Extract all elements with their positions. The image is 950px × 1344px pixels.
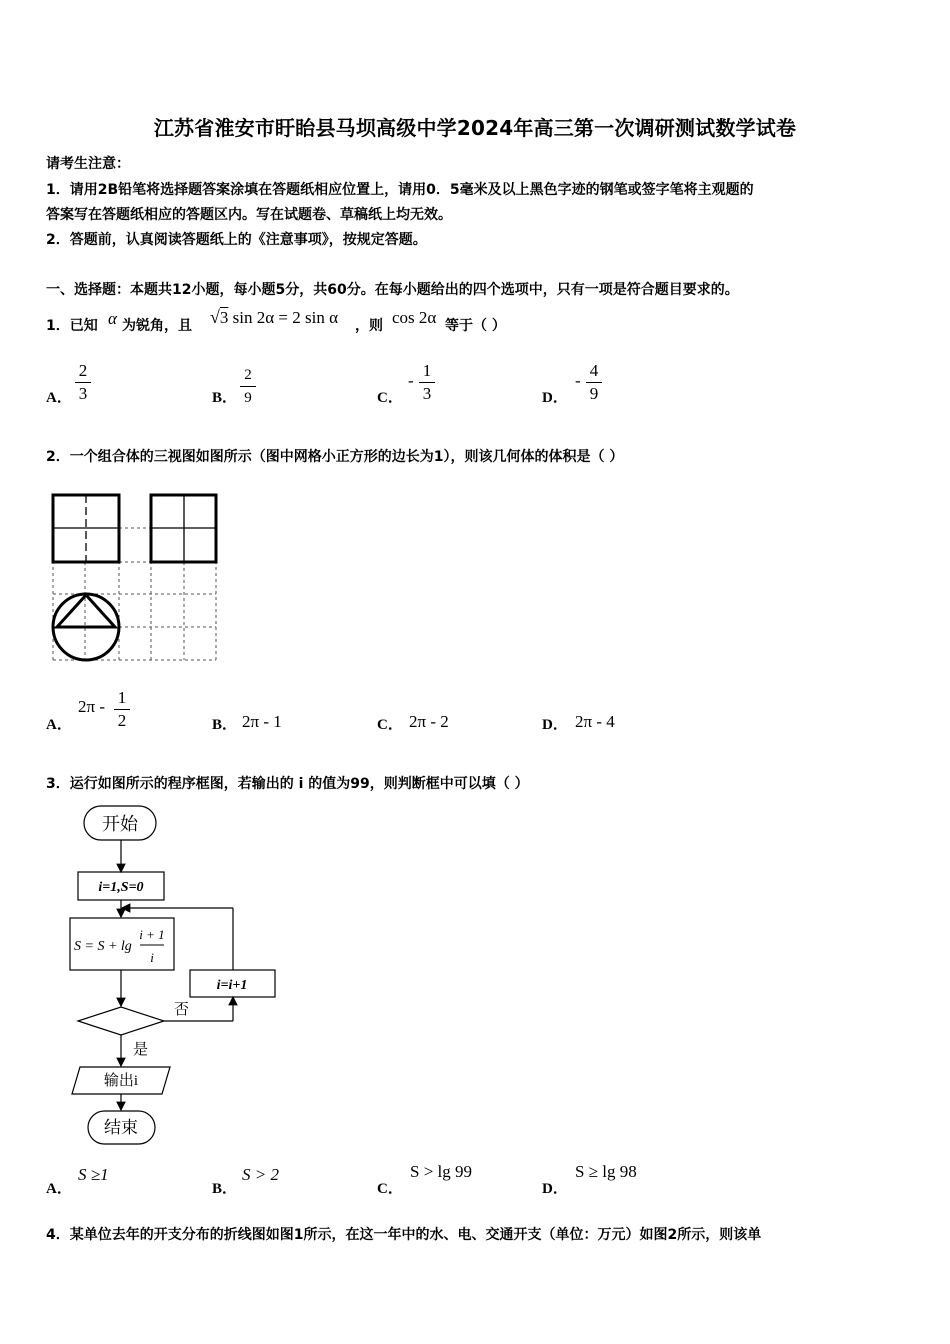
q3-option-c-label: C． [377, 1181, 403, 1197]
q1-option-b-fraction [238, 365, 258, 408]
q3-option-d-expr: S ≥ lg 98 [575, 1162, 637, 1181]
q1-option-b-num: 2 [244, 367, 252, 383]
q1-option-d-sign: - [575, 371, 581, 390]
q1-option-c-label: C． [377, 390, 403, 406]
q3-option-b-expr: S > 2 [242, 1165, 279, 1184]
q3-option-b-label: B． [212, 1181, 238, 1197]
q1-condition-rest: sin 2α = 2 sin α [232, 308, 338, 327]
q1-mid2: ，则 [355, 318, 383, 334]
q2-option-a-label: A． [46, 717, 72, 733]
q1-target: cos 2α [392, 308, 437, 327]
flow-increment-label: i=i+1 [216, 978, 248, 993]
q2-option-c-expr: 2π - 2 [409, 712, 449, 731]
q2-option-a-den: 2 [117, 711, 127, 730]
flow-frac-den: i [150, 950, 154, 965]
flow-assign-label: S = S + lg [74, 939, 132, 954]
q2-option-a-fraction [112, 688, 132, 731]
q3-option-a-expr: S ≥1 [78, 1165, 109, 1184]
flow-init-label: i=1,S=0 [98, 880, 144, 895]
q3-stem: 3．运行如图所示的程序框图，若输出的 i 的值为99，则判断框中可以填（ ） [46, 776, 529, 792]
q2-option-b-label: B． [212, 717, 238, 733]
q2-option-a-expr: 2π - [78, 697, 105, 716]
flow-start-label: 开始 [102, 814, 138, 834]
flow-end-label: 结束 [104, 1118, 138, 1137]
q1-option-d-label: D． [542, 390, 568, 406]
q1-option-d-num: 4 [589, 361, 599, 380]
notice-line-1: 1．请用2B铅笔将选择题答案涂填在答题纸相应位置上，请用0．5毫米及以上黑色字迹的钢笔或签字笔将主观题的 [46, 182, 754, 198]
q2-option-b-expr: 2π - 1 [242, 712, 282, 731]
flow-frac-num: i + 1 [139, 927, 165, 942]
flow-no-label: 否 [174, 1002, 190, 1018]
flow-output-label: 输出i [103, 1073, 139, 1089]
q2-stem: 2．一个组合体的三视图如图所示（图中网格小正方形的边长为1），则该几何体的体积是（ ） [46, 449, 624, 465]
q2-option-a-num: 1 [117, 688, 127, 707]
flow-yes-label: 是 [133, 1042, 149, 1058]
q1-option-d-fraction [584, 361, 604, 404]
section-heading: 一、选择题：本题共12小题，每小题5分，共60分。在每小题给出的四个选项中，只有一项是符合题目要求的。 [46, 282, 739, 298]
q1-condition: √3 sin 2α = 2 sin α [210, 307, 338, 327]
q1-prefix: 1．已知 [46, 318, 98, 334]
page-title: 江苏省淮安市盱眙县马坝高级中学2024年高三第一次调研测试数学试卷 [153, 116, 797, 140]
notice-line-3: 2．答题前，认真阅读答题纸上的《注意事项》，按规定答题。 [46, 232, 427, 248]
q1-option-a-label: A． [46, 390, 72, 406]
q2-option-c-label: C． [377, 717, 403, 733]
notice-heading: 请考生注意： [46, 156, 130, 172]
q1-mid1: 为锐角，且 [122, 318, 192, 334]
q3-option-a-label: A． [46, 1181, 72, 1197]
q2-option-d-label: D． [542, 717, 568, 733]
q1-suffix: 等于（ ） [445, 318, 506, 334]
q1-option-d-den: 9 [589, 384, 599, 403]
q3-option-c-expr: S > lg 99 [410, 1162, 473, 1181]
flowchart-figure [60, 800, 290, 1155]
q1-option-a-fraction [73, 361, 93, 404]
q1-option-c-sign: - [408, 371, 414, 390]
q1-option-a-den: 3 [78, 384, 88, 403]
flow-decision-node [78, 1007, 164, 1035]
q1-sqrt-arg: 3 [219, 308, 229, 327]
notice-line-2: 答案写在答题纸相应的答题区内。写在试题卷、草稿纸上均无效。 [46, 207, 452, 223]
q1-option-b-den: 9 [244, 390, 252, 406]
q1-option-a-num: 2 [78, 361, 88, 380]
q1-option-c-num: 1 [422, 361, 432, 380]
q2-option-d-expr: 2π - 4 [575, 712, 615, 731]
q1-option-c-fraction [417, 361, 437, 404]
q3-option-d-label: D． [542, 1181, 568, 1197]
q4-stem: 4．某单位去年的开支分布的折线图如图1所示，在这一年中的水、电、交通开支（单位：万元）如图2所示，则该单 [46, 1227, 762, 1243]
three-view-figure [48, 490, 220, 666]
q1-option-c-den: 3 [422, 384, 432, 403]
q1-option-b-label: B． [212, 390, 238, 406]
q1-alpha: α [108, 309, 117, 328]
